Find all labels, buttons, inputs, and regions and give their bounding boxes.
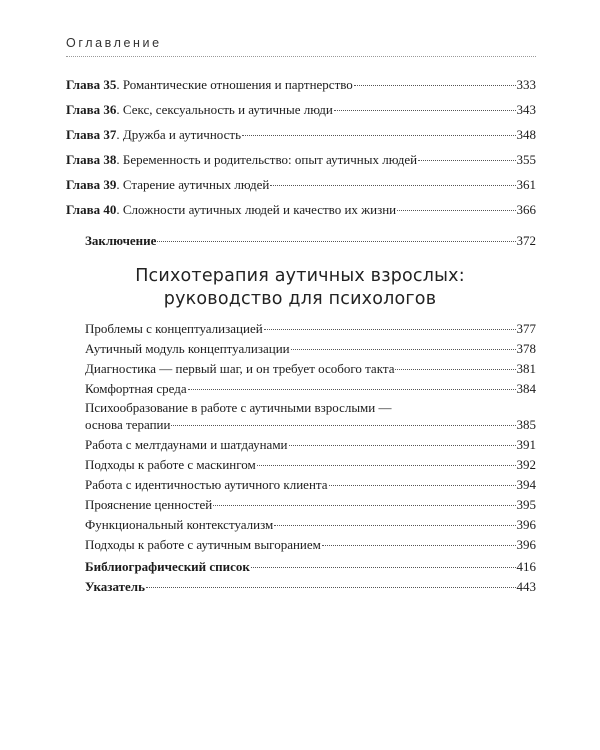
entry-title: Комфортная среда	[85, 381, 187, 396]
entry-title: Работа с мелтдаунами и шатдаунами	[85, 437, 288, 452]
page-number: 355	[516, 152, 536, 167]
dot-leader	[397, 210, 515, 211]
running-header: Оглавление	[66, 36, 162, 50]
toc-entry-conclusion[interactable]	[85, 233, 536, 249]
chapter-number: Глава 37	[66, 127, 117, 142]
dot-leader	[329, 485, 516, 486]
dot-leader	[257, 465, 516, 466]
page-number: 378	[516, 341, 536, 356]
dot-leader	[264, 329, 516, 330]
dot-leader	[242, 135, 516, 136]
toc-entry-bibliography[interactable]	[85, 559, 536, 575]
toc-entry[interactable]	[85, 437, 536, 453]
chapter-number: Глава 40	[66, 202, 117, 217]
dot-leader	[395, 369, 515, 370]
page-number: 366	[516, 202, 536, 217]
entry-title: Диагностика — первый шаг, и он требует особого такта	[85, 361, 395, 376]
chapter-title: . Сложности аутичных людей и качество их жизни	[116, 202, 397, 217]
dot-leader	[334, 110, 516, 111]
entry-title: Работа с идентичностью аутичного клиента	[85, 477, 328, 492]
entry-title: Аутичный модуль концептуализации	[85, 341, 290, 356]
page-number: 395	[516, 497, 536, 512]
page-number: 333	[516, 77, 536, 92]
page-number: 416	[516, 559, 536, 574]
dot-leader	[213, 505, 515, 506]
entry-title: Подходы к работе с маскингом	[85, 457, 256, 472]
dot-leader	[274, 525, 515, 526]
entry-title: Функциональный контекстуализм	[85, 517, 274, 532]
entry-title: Подходы к работе с аутичным выгоранием	[85, 537, 321, 552]
entry-title: Заключение	[85, 233, 157, 248]
page-number: 348	[516, 127, 536, 142]
entry-title: Указатель	[85, 579, 145, 594]
toc-entry[interactable]	[85, 361, 536, 377]
toc-entry[interactable]	[85, 341, 536, 357]
header-divider	[66, 56, 536, 57]
chapter-number: Глава 39	[66, 177, 117, 192]
page-number: 391	[516, 437, 536, 452]
page-number: 384	[516, 381, 536, 396]
toc-entry[interactable]	[85, 321, 536, 337]
chapter-number: Глава 38	[66, 152, 117, 167]
toc-entry-chapter-38[interactable]	[66, 152, 536, 168]
toc-entry[interactable]	[85, 417, 536, 433]
toc-entry[interactable]	[85, 537, 536, 553]
chapter-title: . Старение аутичных людей	[116, 177, 270, 192]
page-number: 343	[516, 102, 536, 117]
page-number: 396	[516, 517, 536, 532]
section-title-line-1: Психотерапия аутичных взрослых:	[135, 266, 465, 286]
toc-entry[interactable]	[85, 517, 536, 533]
dot-leader	[322, 545, 516, 546]
dot-leader	[289, 445, 516, 446]
chapter-title: . Беременность и родительство: опыт аутичных людей	[116, 152, 418, 167]
page-number: 443	[516, 579, 536, 594]
toc-entry-chapter-36[interactable]	[66, 102, 536, 118]
page-number: 392	[516, 457, 536, 472]
entry-title: Библиографический список	[85, 559, 250, 574]
page-number: 381	[516, 361, 536, 376]
toc-entry[interactable]	[85, 457, 536, 473]
toc-entry-chapter-40[interactable]	[66, 202, 536, 218]
entry-title-line-1: Психообразование в работе с аутичными взрослыми —	[85, 400, 392, 415]
section-title-line-2: руководство для психологов	[163, 289, 437, 309]
dot-leader	[354, 85, 516, 86]
dot-leader	[251, 567, 516, 568]
dot-leader	[188, 389, 516, 390]
chapter-title: . Секс, сексуальность и аутичные люди	[116, 102, 333, 117]
dot-leader	[418, 160, 515, 161]
entry-title: Проблемы с концептуализацией	[85, 321, 263, 336]
chapter-number: Глава 35	[66, 77, 117, 92]
page-number: 372	[516, 233, 536, 248]
chapter-title: . Романтические отношения и партнерство	[116, 77, 353, 92]
toc-entry-index[interactable]	[85, 579, 536, 595]
dot-leader	[171, 425, 515, 426]
toc-entry-chapter-35[interactable]	[66, 77, 536, 93]
toc-entry[interactable]	[85, 477, 536, 493]
page-number: 396	[516, 537, 536, 552]
toc-entry-chapter-37[interactable]	[66, 127, 536, 143]
dot-leader	[270, 185, 515, 186]
page-number: 385	[516, 417, 536, 432]
toc-entry[interactable]	[85, 497, 536, 513]
toc-entry-chapter-39[interactable]	[66, 177, 536, 193]
dot-leader	[157, 241, 515, 242]
chapter-number: Глава 36	[66, 102, 117, 117]
toc-entry[interactable]	[85, 381, 536, 397]
page-number: 361	[516, 177, 536, 192]
entry-title-line-2: основа терапии	[85, 417, 171, 432]
entry-title: Прояснение ценностей	[85, 497, 213, 512]
page-number: 377	[516, 321, 536, 336]
chapter-title: . Дружба и аутичность	[116, 127, 241, 142]
page-number: 394	[516, 477, 536, 492]
dot-leader	[146, 587, 516, 588]
dot-leader	[291, 349, 516, 350]
